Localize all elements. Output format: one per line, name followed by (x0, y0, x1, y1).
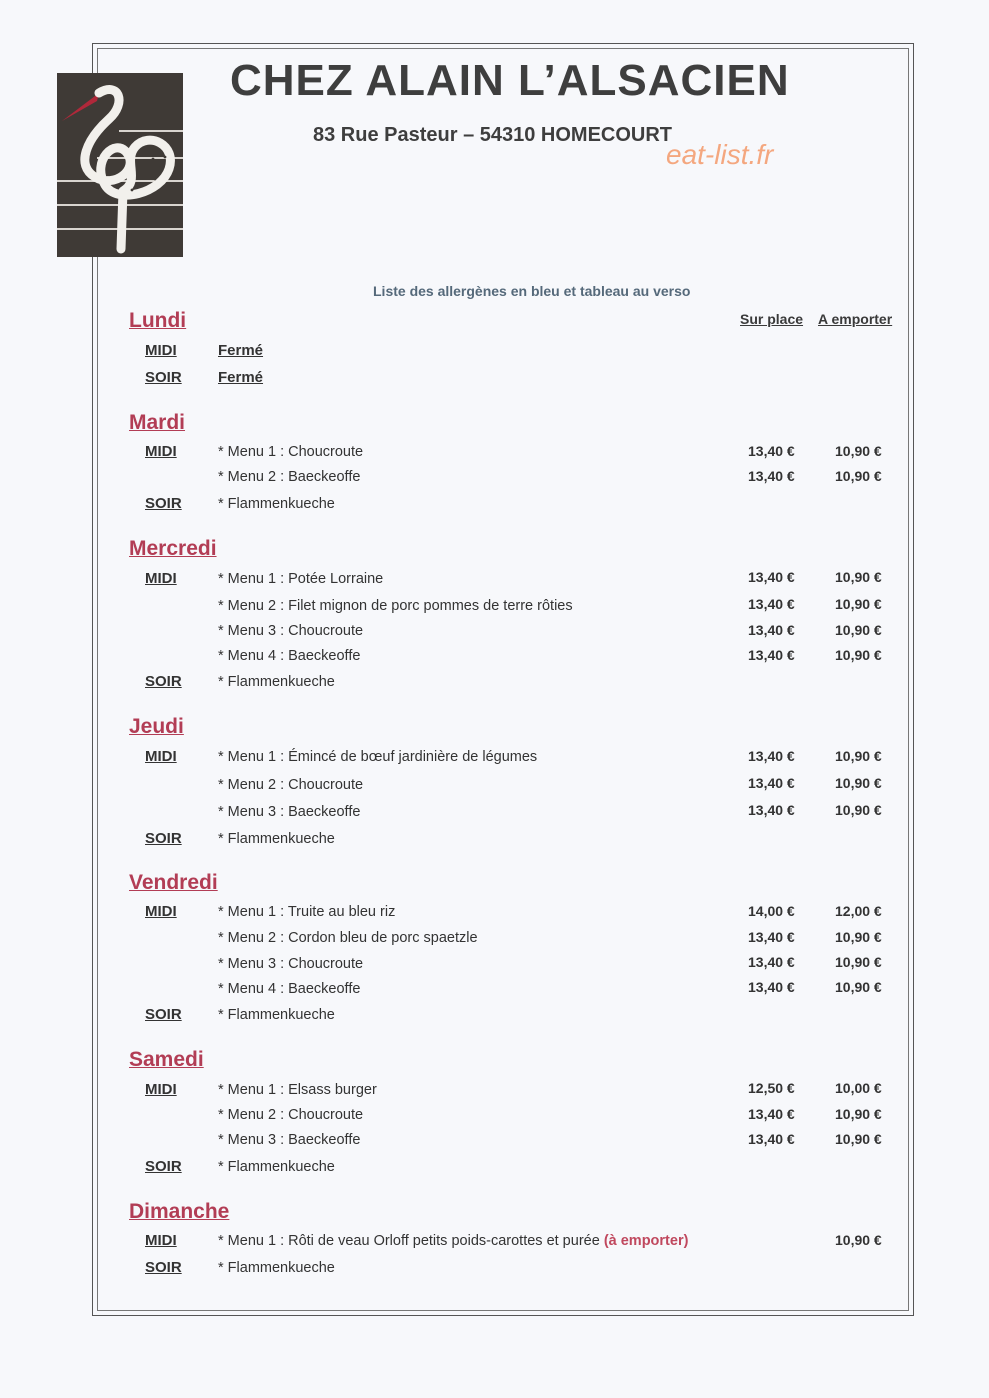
day-heading-lundi: Lundi (129, 309, 187, 332)
day-heading-dimanche: Dimanche (129, 1200, 230, 1223)
menu-item: * Flammenkueche (218, 831, 335, 847)
price-sur-place: 14,00 € (748, 903, 795, 919)
column-header-a-emporter: A emporter (818, 311, 893, 327)
price-sur-place: 13,40 € (748, 979, 795, 995)
restaurant-address: 83 Rue Pasteur – 54310 HOMECOURT (313, 124, 673, 146)
price-sur-place: 13,40 € (748, 1106, 795, 1122)
price-a-emporter: 10,00 € (835, 1080, 882, 1096)
slot-label-midi: MIDI (145, 443, 177, 460)
price-a-emporter: 10,90 € (835, 748, 882, 764)
price-a-emporter: 10,90 € (835, 443, 882, 459)
price-a-emporter: 10,90 € (835, 1232, 882, 1248)
price-a-emporter: 10,90 € (835, 954, 882, 970)
menu-item: * Menu 2 : Choucroute (218, 1107, 364, 1123)
day-heading-vendredi: Vendredi (129, 871, 218, 894)
price-sur-place: 13,40 € (748, 647, 795, 663)
price-sur-place: 13,40 € (748, 954, 795, 970)
slot-label-midi: MIDI (145, 903, 177, 920)
menu-item: * Menu 2 : Filet mignon de porc pommes de terre rôties (218, 598, 573, 614)
price-a-emporter: 10,90 € (835, 929, 882, 945)
price-a-emporter: 10,90 € (835, 1131, 882, 1147)
price-sur-place: 13,40 € (748, 802, 795, 818)
menu-item: * Flammenkueche (218, 496, 335, 512)
allergen-note: Liste des allergènes en bleu et tableau au verso (373, 283, 691, 299)
day-heading-samedi: Samedi (129, 1048, 204, 1071)
slot-label-soir: SOIR (145, 673, 182, 690)
closed-label: Fermé (218, 369, 264, 386)
price-sur-place: 13,40 € (748, 569, 795, 585)
menu-item: * Menu 4 : Baeckeoffe (218, 981, 361, 997)
price-sur-place: 13,40 € (748, 748, 795, 764)
stork-pretzel-logo-icon (57, 73, 183, 257)
takeaway-note: (à emporter) (603, 1233, 689, 1249)
menu-item: * Menu 1 : Choucroute (218, 444, 364, 460)
price-a-emporter: 10,90 € (835, 1106, 882, 1122)
price-a-emporter: 10,90 € (835, 622, 882, 638)
price-a-emporter: 12,00 € (835, 903, 882, 919)
restaurant-name: CHEZ ALAIN L’ALSACIEN (230, 56, 790, 105)
menu-item (218, 1233, 688, 1249)
slot-label-soir: SOIR (145, 1158, 182, 1175)
slot-label-soir: SOIR (145, 830, 182, 847)
price-sur-place: 13,40 € (748, 775, 795, 791)
menu-item: * Flammenkueche (218, 1007, 335, 1023)
menu-item: * Flammenkueche (218, 674, 335, 690)
slot-label-midi: MIDI (145, 1232, 177, 1249)
price-sur-place: 13,40 € (748, 468, 795, 484)
price-a-emporter: 10,90 € (835, 569, 882, 585)
price-a-emporter: 10,90 € (835, 775, 882, 791)
slot-label-soir: SOIR (145, 1259, 182, 1276)
slot-label-soir: SOIR (145, 1006, 182, 1023)
day-heading-mardi: Mardi (129, 411, 186, 434)
price-sur-place: 13,40 € (748, 1131, 795, 1147)
menu-item: * Flammenkueche (218, 1159, 335, 1175)
slot-label-soir: SOIR (145, 495, 182, 512)
slot-label-midi: MIDI (145, 570, 177, 587)
day-heading-jeudi: Jeudi (129, 715, 184, 738)
menu-item: * Menu 3 : Baeckeoffe (218, 804, 361, 820)
menu-item: * Menu 1 : Truite au bleu riz (218, 904, 396, 920)
slot-label-midi: MIDI (145, 748, 177, 765)
price-a-emporter: 10,90 € (835, 979, 882, 995)
slot-label-soir: SOIR (145, 369, 182, 386)
menu-item: * Flammenkueche (218, 1260, 335, 1276)
column-header-sur-place: Sur place (740, 311, 804, 327)
price-a-emporter: 10,90 € (835, 647, 882, 663)
day-heading-mercredi: Mercredi (129, 537, 217, 560)
menu-item: * Menu 1 : Potée Lorraine (218, 571, 384, 587)
closed-label: Fermé (218, 342, 264, 359)
menu-item: * Menu 3 : Choucroute (218, 623, 364, 639)
menu-item: * Menu 2 : Cordon bleu de porc spaetzle (218, 930, 478, 946)
slot-label-midi: MIDI (145, 1081, 177, 1098)
price-a-emporter: 10,90 € (835, 468, 882, 484)
menu-item: * Menu 3 : Baeckeoffe (218, 1132, 361, 1148)
price-sur-place: 12,50 € (748, 1080, 795, 1096)
price-sur-place: 13,40 € (748, 929, 795, 945)
menu-item: * Menu 2 : Baeckeoffe (218, 469, 361, 485)
menu-item: * Menu 1 : Elsass burger (218, 1082, 377, 1098)
watermark-text: eat-list.fr (666, 139, 774, 170)
price-a-emporter: 10,90 € (835, 802, 882, 818)
price-a-emporter: 10,90 € (835, 596, 882, 612)
slot-label-midi: MIDI (145, 342, 177, 359)
menu-item: * Menu 4 : Baeckeoffe (218, 648, 361, 664)
menu-item: * Menu 2 : Choucroute (218, 777, 364, 793)
menu-item: * Menu 1 : Émincé de bœuf jardinière de légumes (218, 749, 538, 765)
restaurant-logo (57, 73, 183, 257)
price-sur-place: 13,40 € (748, 596, 795, 612)
menu-item: * Menu 3 : Choucroute (218, 956, 364, 972)
price-sur-place: 13,40 € (748, 622, 795, 638)
menu-item-text: * Menu 1 : Rôti de veau Orloff petits poids-carottes et purée (218, 1233, 600, 1249)
price-sur-place: 13,40 € (748, 443, 795, 459)
